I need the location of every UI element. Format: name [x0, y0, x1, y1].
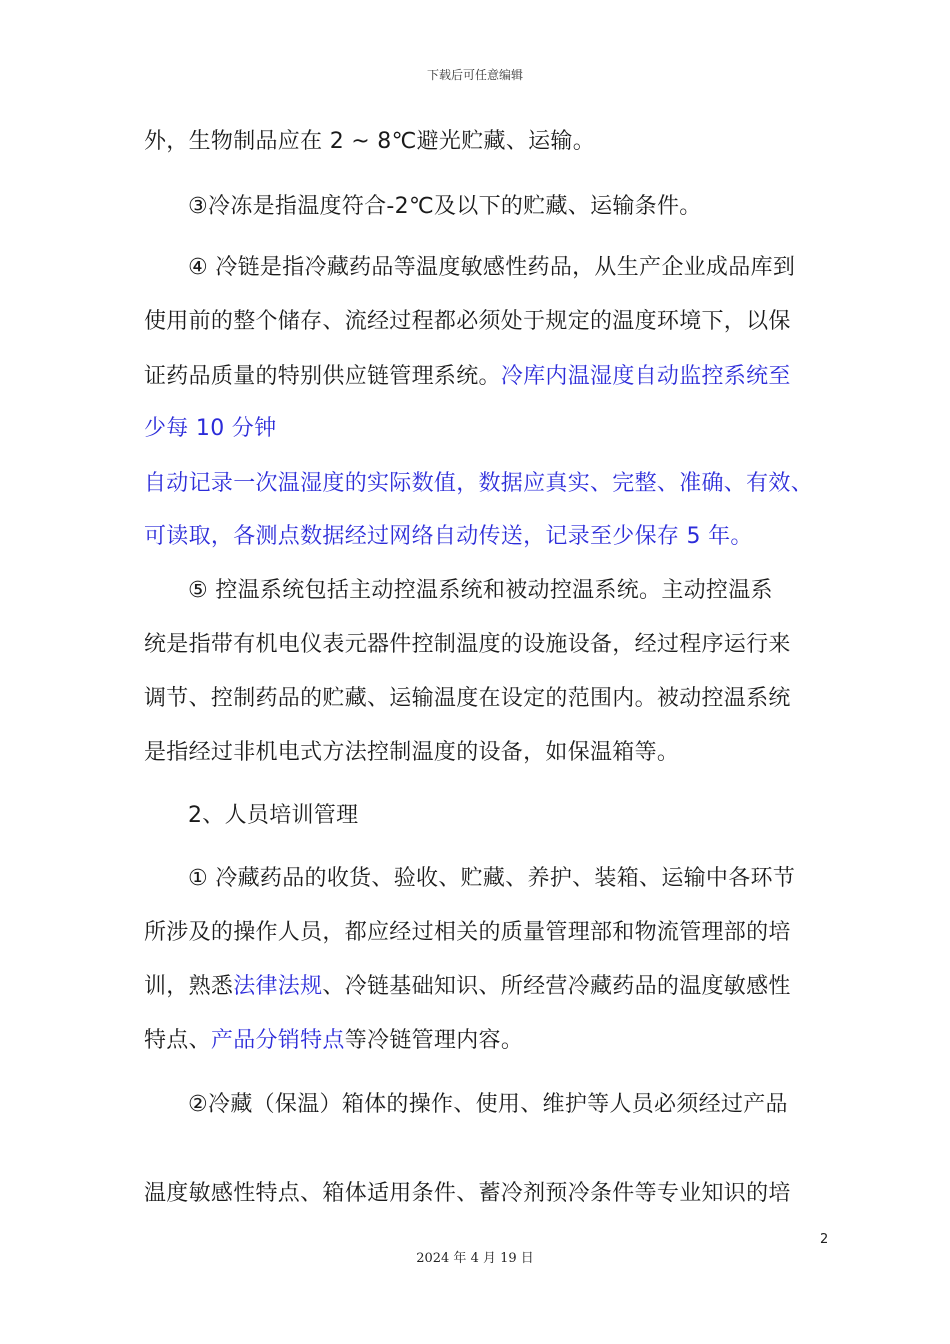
section-heading: 2、人员培训管理 [188, 803, 359, 828]
text-run: 训，熟悉 [144, 974, 234, 999]
highlighted-text: 自动记录一次温湿度的实际数值，数据应真实、完整、准确、有效、 [144, 471, 814, 496]
page-number: 2 [820, 1232, 829, 1247]
paragraph-line: 是指经过非机电式方法控制温度的设备，如保温箱等。 [144, 740, 680, 765]
hyperlink-laws[interactable]: 法律法规 [233, 974, 323, 999]
paragraph-line [144, 1026, 523, 1056]
highlighted-text: 少每 10 分钟 [144, 416, 277, 441]
paragraph-line: 温度敏感性特点、箱体适用条件、蓄冷剂预冷条件等专业知识的培 [144, 1181, 791, 1206]
paragraph-line: ④ 冷链是指冷藏药品等温度敏感性药品，从生产企业成品库到 [188, 255, 796, 280]
paragraph-line: ②冷藏（保温）箱体的操作、使用、维护等人员必须经过产品 [188, 1092, 788, 1117]
paragraph-line: 调节、控制药品的贮藏、运输温度在设定的范围内。被动控温系统 [144, 686, 791, 711]
paragraph-line [144, 972, 791, 1002]
text-run: 、冷链基础知识、所经营冷藏药品的温度敏感性 [322, 974, 791, 999]
page-footer-date: 2024 年 4 月 19 日 [416, 1251, 534, 1266]
text-run: 特点、 [144, 1028, 211, 1053]
paragraph-line: 外，生物制品应在 2 ~ 8℃避光贮藏、运输。 [144, 129, 596, 154]
paragraph-line [144, 362, 791, 392]
text-run: 证药品质量的特别供应链管理系统。 [144, 364, 501, 389]
highlighted-text: 冷库内温湿度自动监控系统至 [500, 364, 791, 389]
paragraph-line: ① 冷藏药品的收货、验收、贮藏、养护、装箱、运输中各环节 [188, 866, 796, 891]
paragraph-line: ⑤ 控温系统包括主动控温系统和被动控温系统。主动控温系 [188, 578, 773, 603]
page-header: 下载后可任意编辑 [426, 68, 523, 82]
paragraph-line: 所涉及的操作人员，都应经过相关的质量管理部和物流管理部的培 [144, 920, 791, 945]
highlighted-text: 可读取，各测点数据经过网络自动传送，记录至少保存 5 年。 [144, 524, 753, 549]
paragraph-line: ③冷冻是指温度符合-2℃及以下的贮藏、运输条件。 [188, 194, 702, 219]
paragraph-line: 使用前的整个储存、流经过程都必须处于规定的温度环境下，以保 [144, 309, 791, 334]
paragraph-line: 统是指带有机电仪表元器件控制温度的设施设备，经过程序运行来 [144, 632, 791, 657]
text-run: 等冷链管理内容。 [344, 1028, 524, 1053]
hyperlink-distribution[interactable]: 产品分销特点 [210, 1028, 345, 1053]
